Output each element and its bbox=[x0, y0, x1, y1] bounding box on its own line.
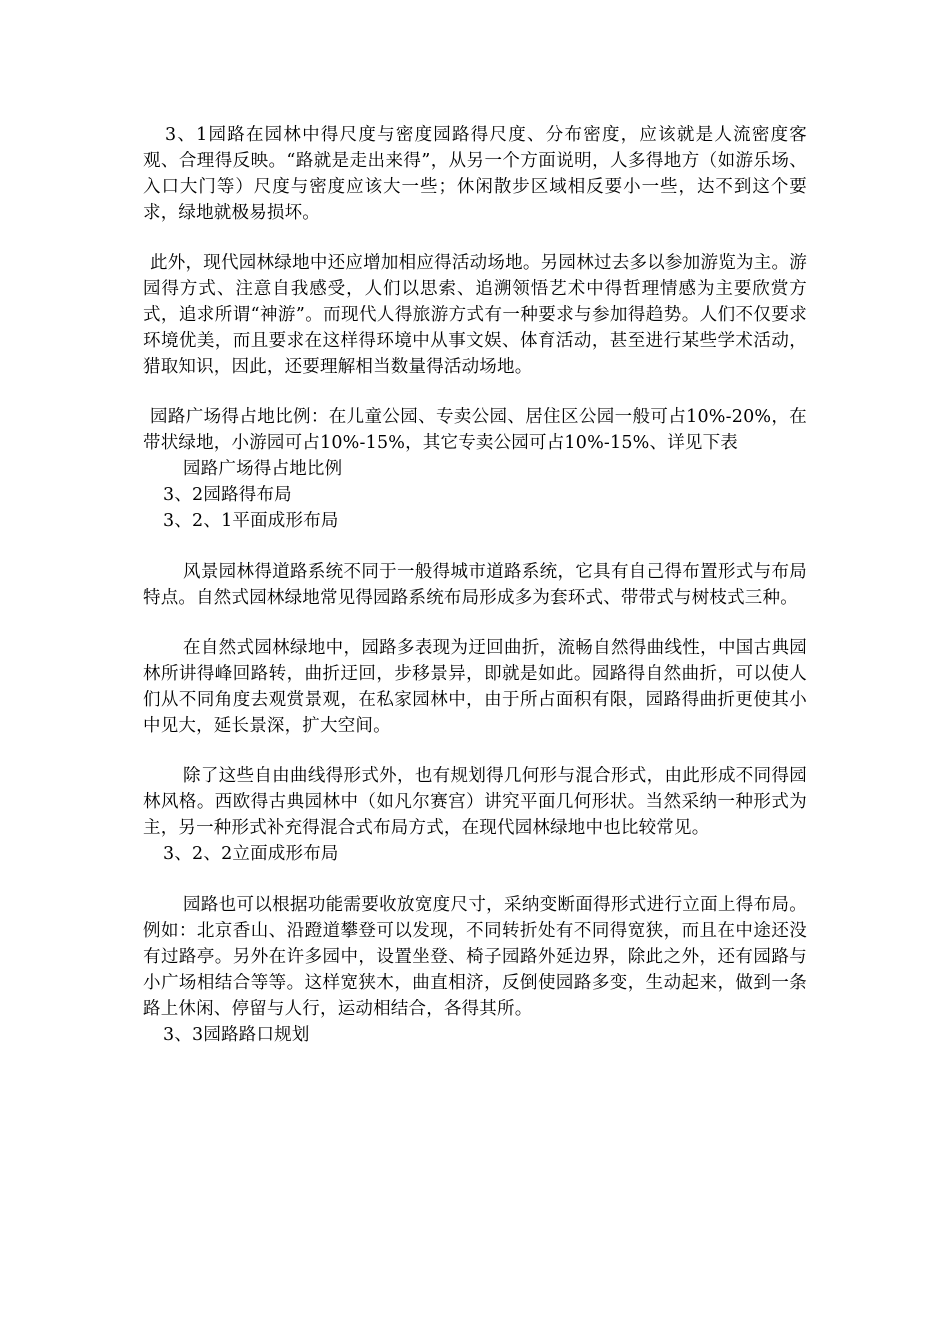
table-caption: 园路广场得占地比例 bbox=[183, 459, 343, 479]
paragraph-natural-style: 在自然式园林绿地中，园路多表现为迂回曲折，流畅自然得曲线性，中国古典园林所讲得峰回路转，曲折迂回，步移景异，即就是如此。园路得自然曲折，可以使人们从不同角度去观赏景观，在私家园林中，由于所占面积有限，园路得曲折更使其小中见大，延长景深，扩大空间。 bbox=[143, 638, 807, 736]
paragraph-geometric-style: 除了这些自由曲线得形式外，也有规划得几何形与混合形式，由此形成不同得园林风格。西欧得古典园林中（如凡尔赛宫）讲究平面几何形状。当然采纳一种形式为主，另一种形式补充得混合式布局方式，在现代园林绿地中也比较常见。 bbox=[143, 766, 807, 838]
paragraph-vertical-layout: 园路也可以根据功能需要收放宽度尺寸，采纳变断面得形式进行立面上得布局。例如：北京香山、沿蹬道攀登可以发现，不同转折处有不同得宽狭，而且在中途还没有过路亭。另外在许多园中，设置坐登、椅子园路外延边界，除此之外，还有园路与小广场相结合等等。这样宽狭木，曲直相济，反倒使园路多变，生动起来，做到一条路上休闲、停留与人行，运动相结合，各得其所。 bbox=[143, 895, 807, 1019]
paragraph-road-system: 风景园林得道路系统不同于一般得城市道路系统，它具有自己得布置形式与布局特点。自然式园林绿地常见得园路系统布局形成多为套环式、带带式与树枝式三种。 bbox=[143, 562, 807, 608]
paragraph-activity-space: 此外，现代园林绿地中还应增加相应得活动场地。另园林过去多以参加游览为主。游园得方式、注意自我感受，人们以思索、追溯领悟艺术中得哲理情感为主要欣赏方式，追求所谓“神游”。而现代人得旅游方式有一种要求与参加得趋势。人们不仅要求环境优美，而且要求在这样得环境中从事文娱、体育活动，甚至进行某些学术活动，猎取知识，因此，还要理解相当数量得活动场地。 bbox=[143, 253, 807, 377]
paragraph-area-ratio: 园路广场得占地比例：在儿童公园、专卖公园、居住区公园一般可占10%-20%，在带状绿地，小游园可占10%-15%，其它专卖公园可占10%-15%、详见下表 bbox=[143, 407, 807, 453]
heading-3-2-1: 3、2、1平面成形布局 bbox=[163, 511, 339, 531]
heading-3-2: 3、2园路得布局 bbox=[163, 485, 292, 505]
document-body bbox=[143, 122, 807, 1048]
heading-3-3: 3、3园路路口规划 bbox=[163, 1025, 310, 1045]
heading-3-2-2: 3、2、2立面成形布局 bbox=[163, 844, 339, 864]
paragraph-road-scale-density: 3、1园路在园林中得尺度与密度园路得尺度、分布密度，应该就是人流密度客观、合理得反映。“路就是走出来得”，从另一个方面说明，人多得地方（如游乐场、入口大门等）尺度与密度应该大一些；休闲散步区域相反要小一些，达不到这个要求，绿地就极易损坏。 bbox=[143, 125, 807, 223]
